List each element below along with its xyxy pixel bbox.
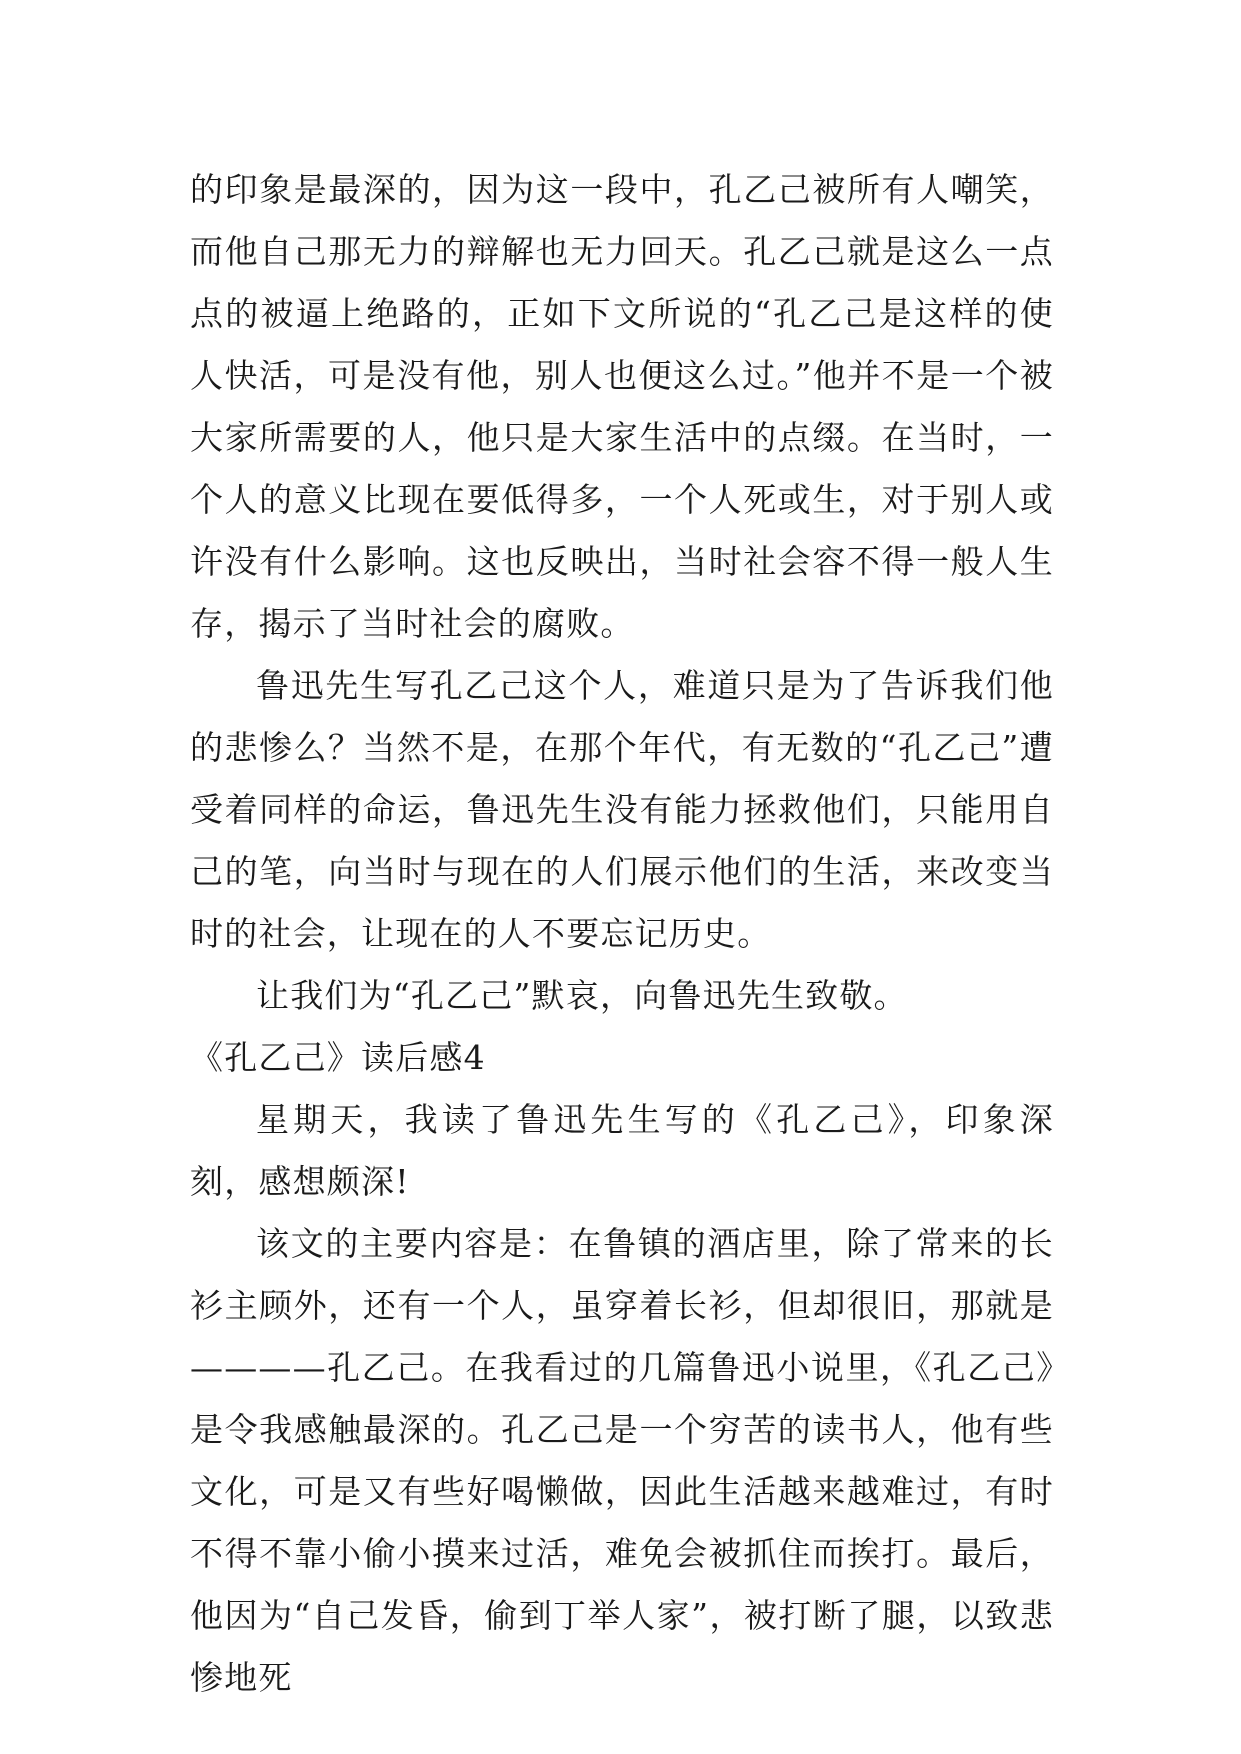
section-heading: 《孔乙己》读后感4	[190, 1038, 486, 1077]
paragraph-tribute: 让我们为“孔乙己”默哀，向鲁迅先生致敬。	[256, 976, 908, 1015]
paragraph-continuation: 的印象是最深的，因为这一段中，孔乙己被所有人嘲笑，而他自己那无力的辩解也无力回天。孔乙己就是这么一点点的被逼上绝路的，正如下文所说的“孔乙己是这样的使人快活，可是没有他，别人也便这么过。”他并不是一个被大家所需要的人，他只是大家生活中的点缀。在当时，一个人的意义比现在要低得多，一个人死或生，对于别人或许没有什么影响。这也反映出，当时社会容不得一般人生存，揭示了当时社会的腐败。	[190, 170, 1054, 643]
document-body	[190, 159, 1054, 1709]
paragraph-lu-xun-purpose: 鲁迅先生写孔乙己这个人，难道只是为了告诉我们他的悲惨么？当然不是，在那个年代，有无数的“孔乙己”遭受着同样的命运，鲁迅先生没有能力拯救他们，只能用自己的笔，向当时与现在的人们展示他们的生活，来改变当时的社会，让现在的人不要忘记历史。	[190, 666, 1054, 953]
paragraph-sunday-reading: 星期天，我读了鲁迅先生写的《孔乙己》，印象深刻，感想颇深!	[190, 1100, 1054, 1201]
paragraph-main-content: 该文的主要内容是：在鲁镇的酒店里，除了常来的长衫主顾外，还有一个人，虽穿着长衫，但却很旧，那就是————孔乙己。在我看过的几篇鲁迅小说里，《孔乙己》是令我感触最深的。孔乙己是一个穷苦的读书人，他有些文化，可是又有些好喝懒做，因此生活越来越难过，有时不得不靠小偷小摸来过活，难免会被抓住而挨打。最后，他因为“自己发昏，偷到丁举人家”，被打断了腿，以致悲惨地死	[190, 1224, 1054, 1697]
